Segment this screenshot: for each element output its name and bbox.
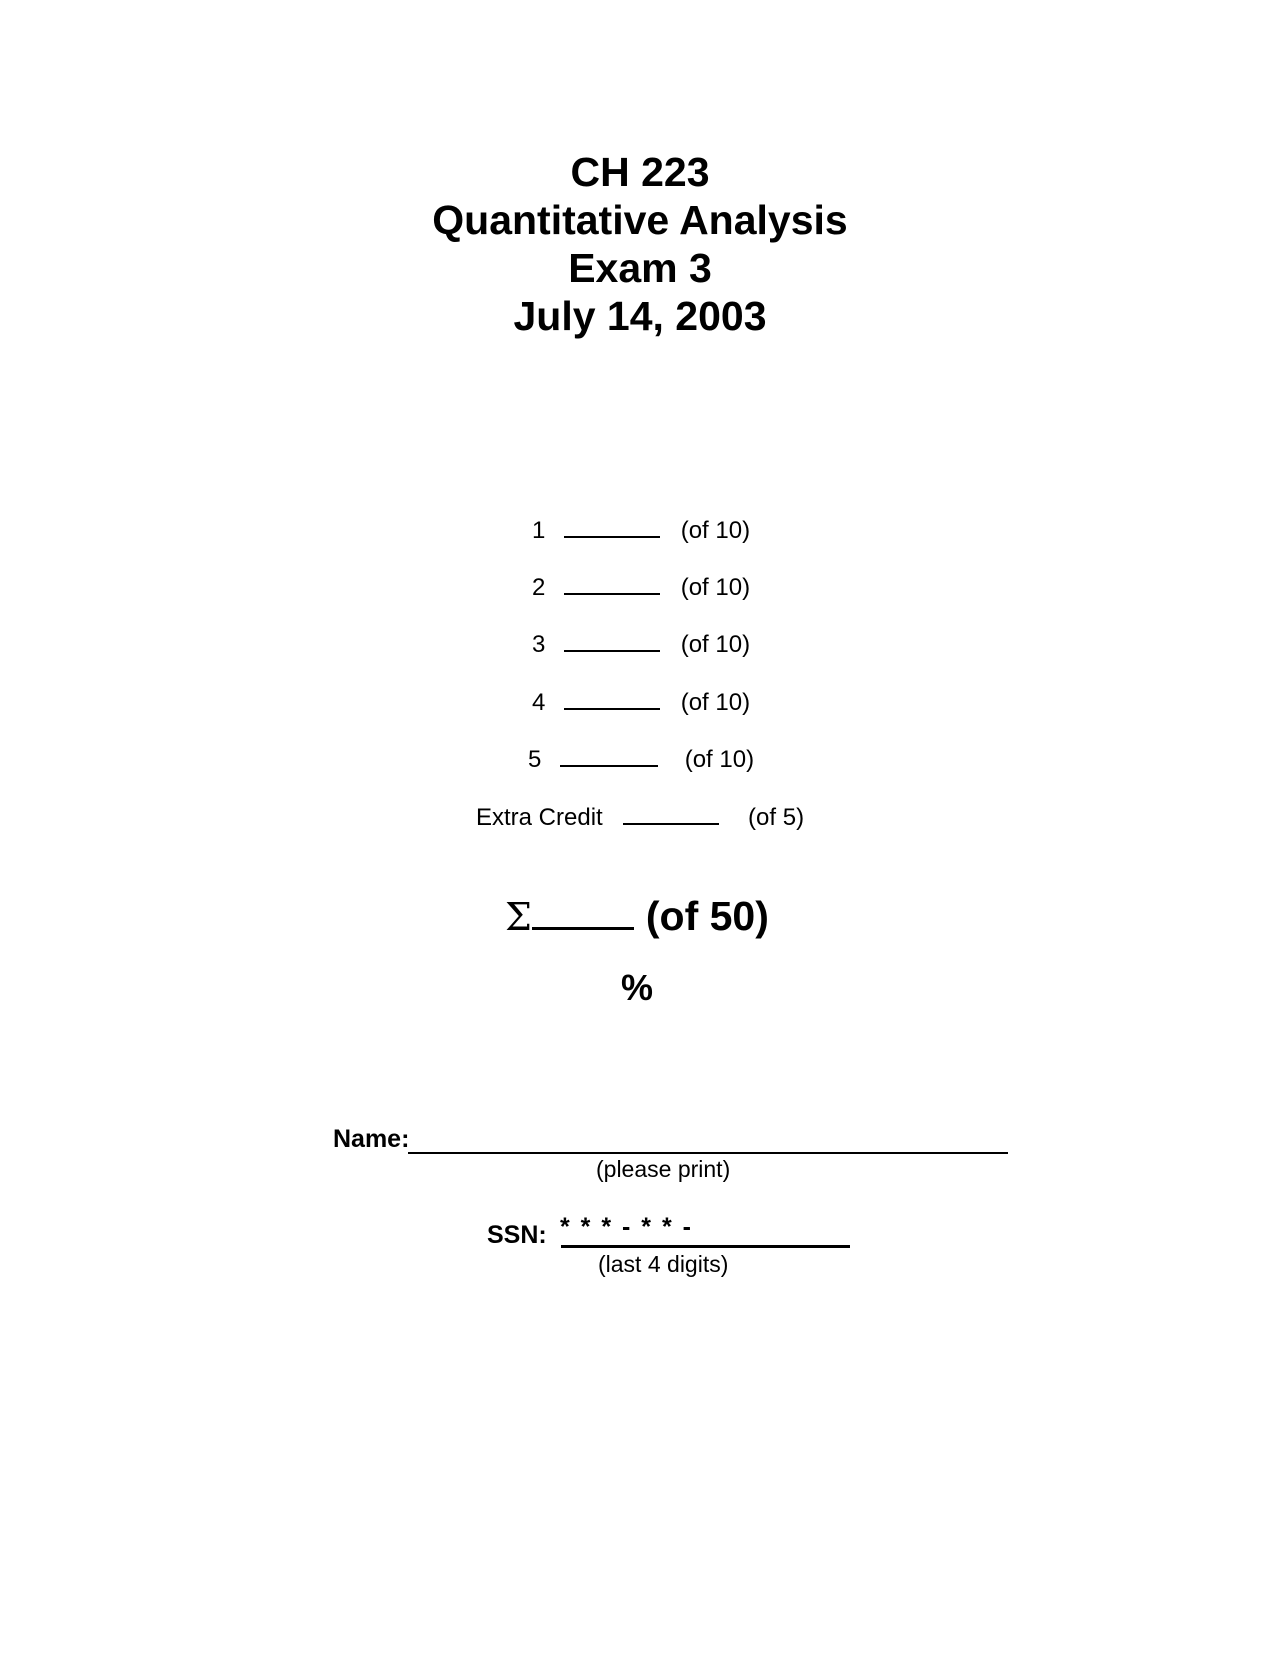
score-row-5	[528, 743, 754, 774]
score-blank[interactable]	[564, 686, 660, 710]
sigma-symbol: Σ	[505, 895, 532, 939]
ssn-mask: * * * - * * -	[560, 1213, 693, 1241]
score-blank[interactable]	[564, 571, 660, 595]
score-max: (of 10)	[680, 631, 751, 658]
score-row-4	[532, 686, 750, 717]
score-label: 3	[532, 631, 546, 658]
score-blank[interactable]	[623, 801, 719, 825]
score-row-1	[532, 514, 750, 545]
ssn-label: SSN:	[487, 1221, 547, 1249]
score-label: 4	[532, 689, 546, 716]
exam-date: July 14, 2003	[513, 293, 767, 339]
score-row-2	[532, 571, 750, 602]
exam-title-block	[0, 148, 1280, 340]
score-max: (of 10)	[680, 574, 751, 601]
score-label: 5	[528, 746, 542, 773]
score-blank[interactable]	[564, 628, 660, 652]
name-field[interactable]	[408, 1152, 1008, 1154]
score-max: (of 5)	[748, 804, 805, 831]
ssn-field[interactable]	[561, 1245, 850, 1248]
total-score-row	[505, 892, 769, 941]
name-hint: (please print)	[596, 1156, 731, 1182]
total-max: (of 50)	[645, 893, 769, 939]
score-label: 2	[532, 574, 546, 601]
score-max: (of 10)	[684, 746, 755, 773]
score-row-3	[532, 628, 750, 659]
score-max: (of 10)	[680, 517, 751, 544]
percent-symbol: %	[621, 967, 654, 1008]
name-label: Name:	[333, 1125, 410, 1153]
score-blank[interactable]	[560, 743, 658, 767]
score-blank[interactable]	[564, 514, 660, 538]
score-row-extra-credit	[476, 801, 804, 832]
score-label: Extra Credit	[476, 804, 603, 831]
course-subject: Quantitative Analysis	[432, 197, 848, 243]
score-max: (of 10)	[680, 689, 751, 716]
exam-number: Exam 3	[568, 245, 712, 291]
score-label: 1	[532, 517, 546, 544]
total-score-blank[interactable]	[532, 893, 634, 930]
course-code: CH 223	[570, 149, 710, 195]
ssn-hint: (last 4 digits)	[598, 1251, 729, 1277]
